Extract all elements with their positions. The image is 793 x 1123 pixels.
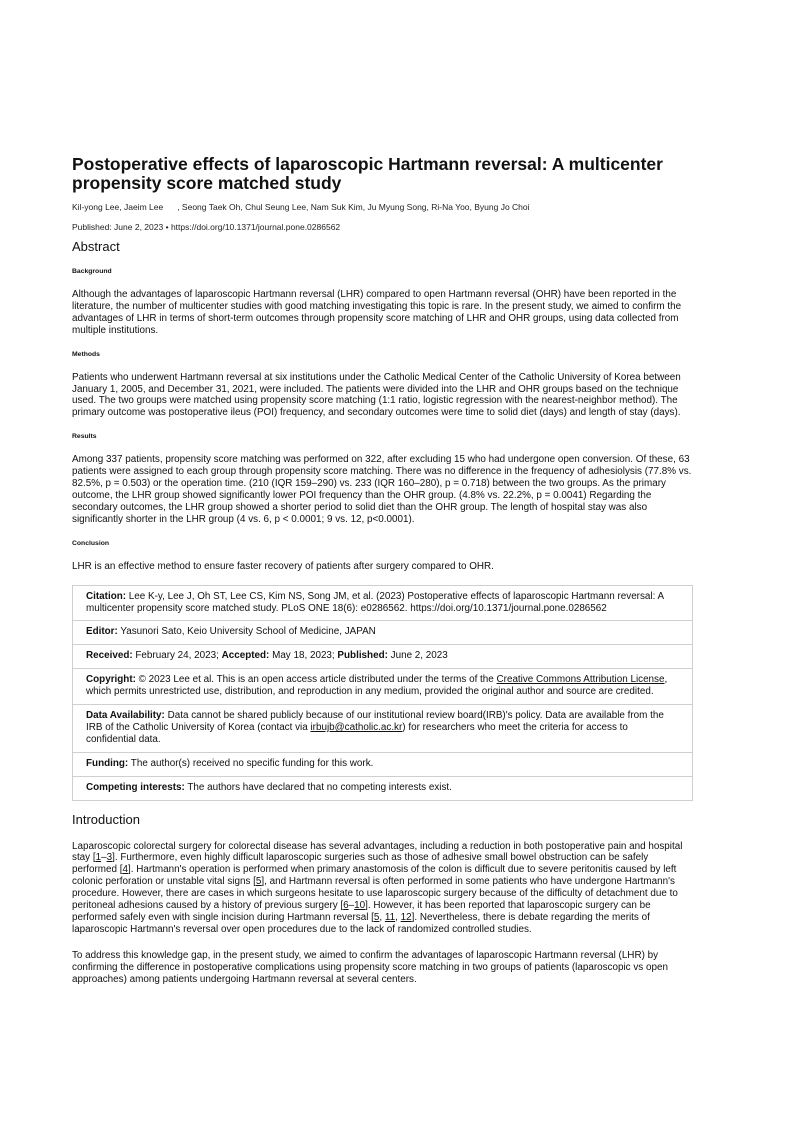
introduction-paragraph-2: To address this knowledge gap, in the present study, we aimed to confirm the advantages of laparoscopic Hartmann reversal (LHR) by confirming the difference in postoperative complications using propensity score matching in two groups of patients (laparoscopic vs open approaches) among patients undergoing Hartmann reversal at several centers. xyxy=(72,949,668,985)
competing-interests-row xyxy=(73,776,692,800)
intro-text: Laparoscopic colorectal surgery for colorectal disease has several advantages, including a reduction in both postoperative pain and hospital stay [ xyxy=(72,840,683,864)
intro-text: ], and Hartmann reversal is often performed in some patients who have undergone Hartmann's procedure. However, there are cases in which surgeons hesitate to use laparoscopic surgery because of the difficulty of detachment due to peritoneal adhesions caused by a history of previous surgery [ xyxy=(72,876,678,912)
email-link[interactable]: irbujb@catholic.ac.kr xyxy=(310,721,403,733)
intro-text: ]. Furthermore, even highly difficult laparoscopic surgeries such as those of adhesive small bowel obstruction can be safely performed [ xyxy=(72,852,649,876)
funding-text: The author(s) received no specific funding for this work. xyxy=(128,757,374,769)
copyright-row xyxy=(73,668,692,704)
citation-text: Lee K-y, Lee J, Oh ST, Lee CS, Kim NS, Song JM, et al. (2023) Postoperative effects of laparoscopic Hartmann reversal: A multicenter propensity score matched study. PLoS ONE 18(6): e0286562. https://doi.org/10.1371/journal.pone.0286562 xyxy=(86,590,664,614)
conclusion-text: LHR is an effective method to ensure faster recovery of patients after surgery compared to OHR. xyxy=(72,560,494,572)
conclusion-heading: Conclusion xyxy=(72,539,110,547)
received-label: Received: xyxy=(86,650,133,662)
introduction-paragraph-1 xyxy=(72,841,693,936)
data-availability-row xyxy=(73,704,692,752)
published-date-meta: June 2, 2023 xyxy=(387,650,448,662)
intro-text: – xyxy=(348,900,355,912)
intro-text: , xyxy=(395,912,401,923)
funding-label: Funding: xyxy=(86,757,129,769)
doi-link[interactable]: https://doi.org/10.1371/journal.pone.0286562 xyxy=(170,222,341,232)
intro-text: ]. However, it has been reported that laparoscopic surgery can be performed safely even with single incision during Hartmann reversal [ xyxy=(72,900,651,923)
reference-link[interactable]: 5 xyxy=(255,876,262,888)
copyright-label: Copyright: xyxy=(86,674,136,686)
reference-link[interactable]: 3 xyxy=(106,852,113,864)
dates-row xyxy=(73,644,692,668)
author-list xyxy=(72,202,693,212)
results-heading: Results xyxy=(72,433,97,441)
reference-link[interactable]: 12 xyxy=(400,912,412,923)
article xyxy=(72,155,693,986)
methods-text: Patients who underwent Hartmann reversal at six institutions under the Catholic Medical Center of the Catholic University of Korea between January 1, 2005, and December 31, 2021, were included. The patients were divided into the LHR and OHR groups based on the technique used. The two groups were matched using propensity score matching (1:1 ratio, logistic regression with the nearest-neighbor method). The primary outcome was postoperative ileus (POI) frequency, and secondary outcomes were time to solid diet (days) and length of stay (days). xyxy=(72,371,681,419)
editor-text: Yasunori Sato, Keio University School of Medicine, JAPAN xyxy=(117,626,376,638)
copyright-text-b: , which permits unrestricted use, distribution, and reproduction in any medium, provided the original author and source are credited. xyxy=(86,674,668,698)
citation-label: Citation: xyxy=(86,590,127,602)
bullet-separator: • xyxy=(165,222,169,232)
copyright-text-a: © 2023 Lee et al. This is an open access article distributed under the terms of the xyxy=(135,674,497,686)
article-info-box xyxy=(72,585,693,801)
citation-row xyxy=(73,586,692,621)
reference-link[interactable]: 6 xyxy=(343,900,349,912)
competing-interests-text: The authors have declared that no competing interests exist. xyxy=(184,781,452,793)
intro-text: , xyxy=(379,912,385,923)
abstract-heading: Abstract xyxy=(72,239,120,254)
intro-text: ]. Hartmann's operation is performed when primary anastomosis of the colon is difficult due to severe peritonitis caused by left colonic perforation or unstable vital signs [ xyxy=(72,864,677,888)
editor-row xyxy=(73,620,692,644)
data-availability-text-a: Data cannot be shared publicly because of our institutional review board(IRB)'s policy. Data are available from the IRB of the Catholic University of Korea (contact via xyxy=(86,710,664,733)
background-text: Although the advantages of laparoscopic Hartmann reversal (LHR) compared to open Hartmann reversal (OHR) have been reported in the literature, the number of multicenter studies with good matching investigating this topic is rare. In the present study, we aimed to confirm the advantages of LHR in terms of short-term outcomes through propensity score matching of LHR and OHR groups, using data collected from multiple institutions. xyxy=(72,289,682,336)
license-link[interactable]: Creative Commons Attribution License xyxy=(496,674,665,686)
reference-link[interactable]: 1 xyxy=(95,852,102,864)
published-label: Published: xyxy=(337,650,388,662)
introduction-heading: Introduction xyxy=(72,811,140,827)
editor-label: Editor: xyxy=(86,626,118,638)
competing-interests-label: Competing interests: xyxy=(86,781,185,793)
data-availability-label: Data Availability: xyxy=(86,710,165,722)
authors-first[interactable]: Kil-yong Lee, Jaeim Lee xyxy=(72,202,164,212)
reference-link[interactable]: 4 xyxy=(122,864,128,876)
accepted-date: May 18, 2023; xyxy=(269,650,338,662)
article-title: Postoperative effects of laparoscopic Hartmann reversal: A multicenter propensity score matched study xyxy=(72,154,663,193)
reference-link[interactable]: 11 xyxy=(384,912,396,923)
accepted-label: Accepted: xyxy=(221,650,270,662)
intro-text: ]. Nevertheless, there is debate regarding the merits of laparoscopic Hartmann's reversal over open procedures due to the lack of randomized controlled studies. xyxy=(72,912,650,935)
reference-link[interactable]: 5 xyxy=(373,912,380,923)
authors-rest[interactable]: , Seong Taek Oh, Chul Seung Lee, Nam Suk Kim, Ju Myung Song, Ri-Na Yoo, Byung Jo Choi xyxy=(177,202,530,212)
reference-link[interactable]: 10 xyxy=(354,900,366,912)
funding-row xyxy=(73,752,692,776)
intro-text: – xyxy=(101,852,107,864)
data-availability-text-b: ) for researchers who meet the criteria for access to confidential data. xyxy=(86,721,628,745)
results-text: Among 337 patients, propensity score matching was performed on 322, after excluding 15 who had undergone open conversion. Of these, 63 patients were assigned to each group through propensity score matching. There was no difference in the frequency of adhesiolysis (77.8% vs. 82.5%, p = 0.503) or the operation time. (210 (IQR 159–290) vs. 233 (IQR 160–280), p = 0.718) between the two groups. As the primary outcome, the LHR group showed significantly lower POI frequency than the OHR group. (4.8% vs. 22.2%, p = 0.0041) Regarding the secondary outcomes, the LHR group showed a shorter period to solid diet than the OHR group. The length of hospital stay was also significantly shorter in the LHR group (4 vs. 6, p < 0.0001; 9 vs. 12, p<0.0001). xyxy=(72,454,692,525)
publication-line xyxy=(72,222,693,232)
published-date: Published: June 2, 2023 xyxy=(72,222,164,232)
received-date: February 24, 2023; xyxy=(132,650,222,662)
background-heading: Background xyxy=(72,268,112,275)
methods-heading: Methods xyxy=(72,350,100,358)
